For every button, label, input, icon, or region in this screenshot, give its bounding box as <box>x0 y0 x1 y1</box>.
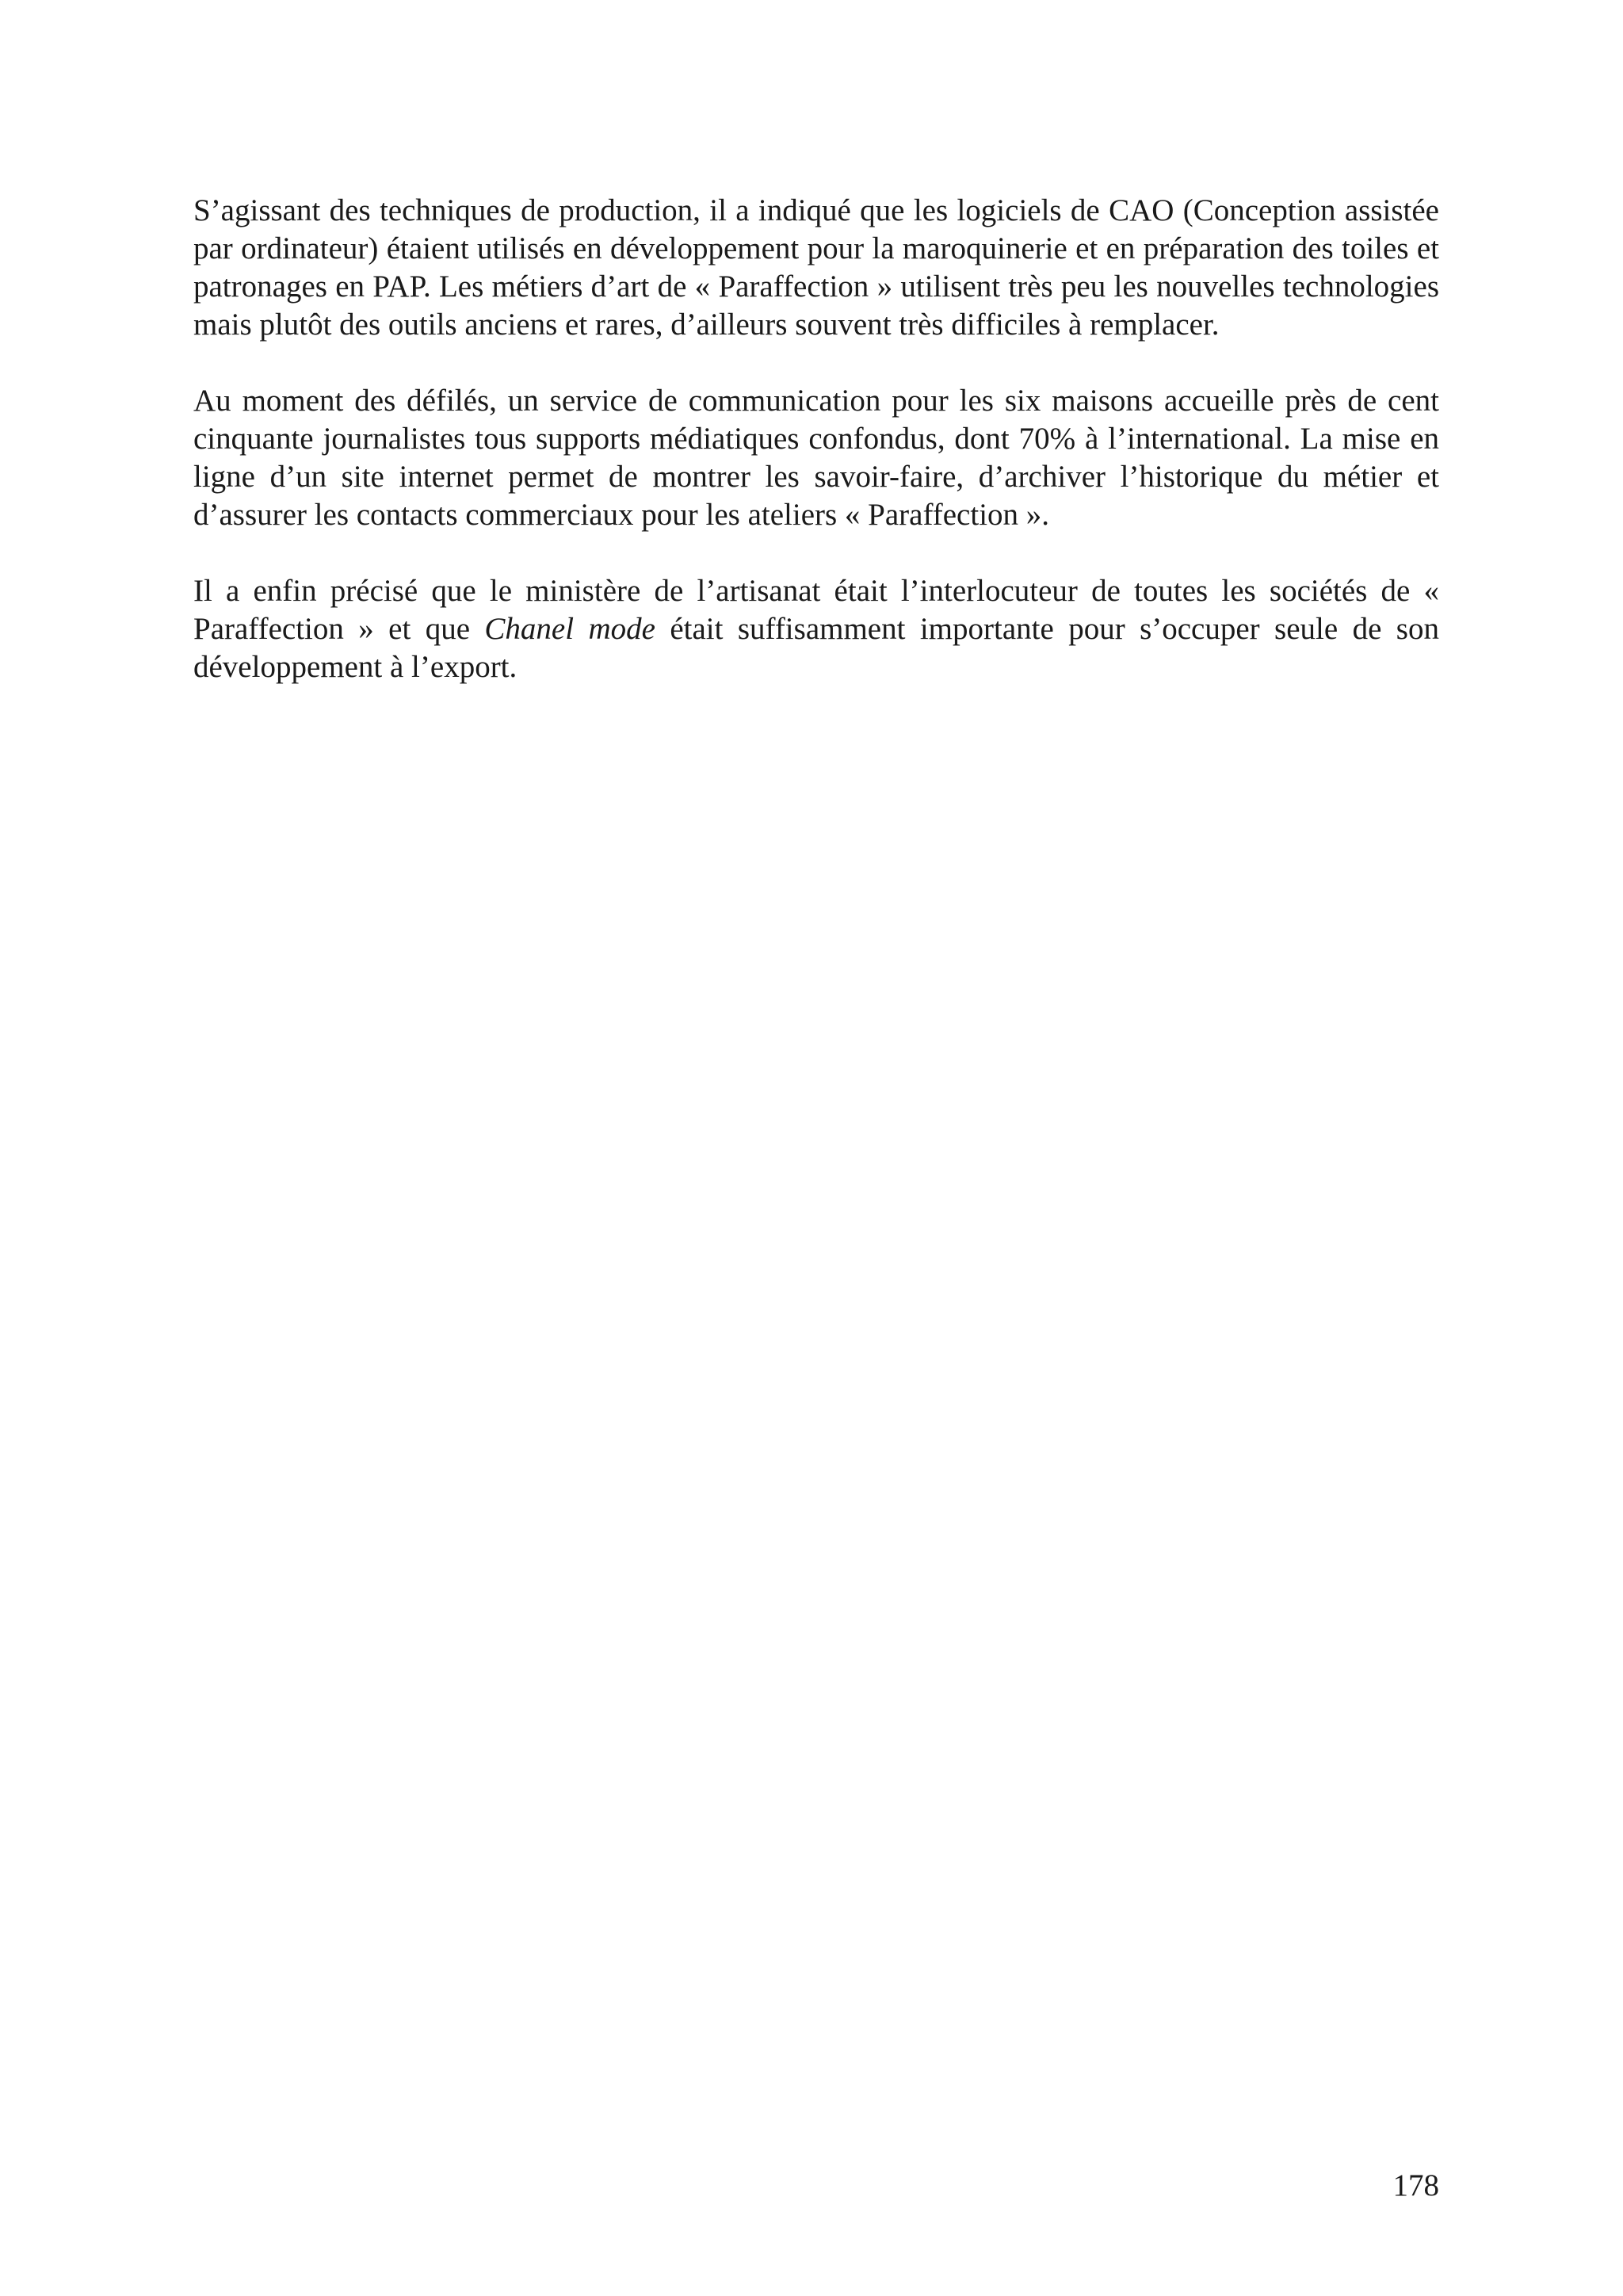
page-number: 178 <box>1392 2168 1439 2202</box>
paragraph-ministry-export-before: Il a enfin précisé que le ministère de l’artisanat était l’interlocuteur de toutes les sociétés de « Paraffection » et que <box>193 574 1439 646</box>
paragraph-ministry-export-after: était suffisamment importante pour s’occuper seule de son développement à l’export. <box>193 612 1439 684</box>
chanel-mode-italic: Chanel mode <box>484 612 655 646</box>
paragraph-communication-service: Au moment des défilés, un service de communication pour les six maisons accueille près de cent cinquante journalistes tous supports médiatiques confondus, dont 70% à l’international. La mise en ligne d’un site internet permet de montrer les savoir-faire, d’archiver l’historique du métier et d’assurer les contacts commerciaux pour les ateliers « Paraffection ». <box>193 384 1439 532</box>
paragraph-ministry-export <box>193 572 1439 686</box>
body-text <box>193 192 1439 724</box>
paragraph-production-techniques: S’agissant des techniques de production, il a indiqué que les logiciels de CAO (Conception assistée par ordinateur) étaient utilisés en développement pour la maroquinerie et en préparation des toiles et patronages en PAP. Les métiers d’art de « Paraffection » utilisent très peu les nouvelles technologies mais plutôt des outils anciens et rares, d’ailleurs souvent très difficiles à remplacer. <box>193 193 1439 342</box>
